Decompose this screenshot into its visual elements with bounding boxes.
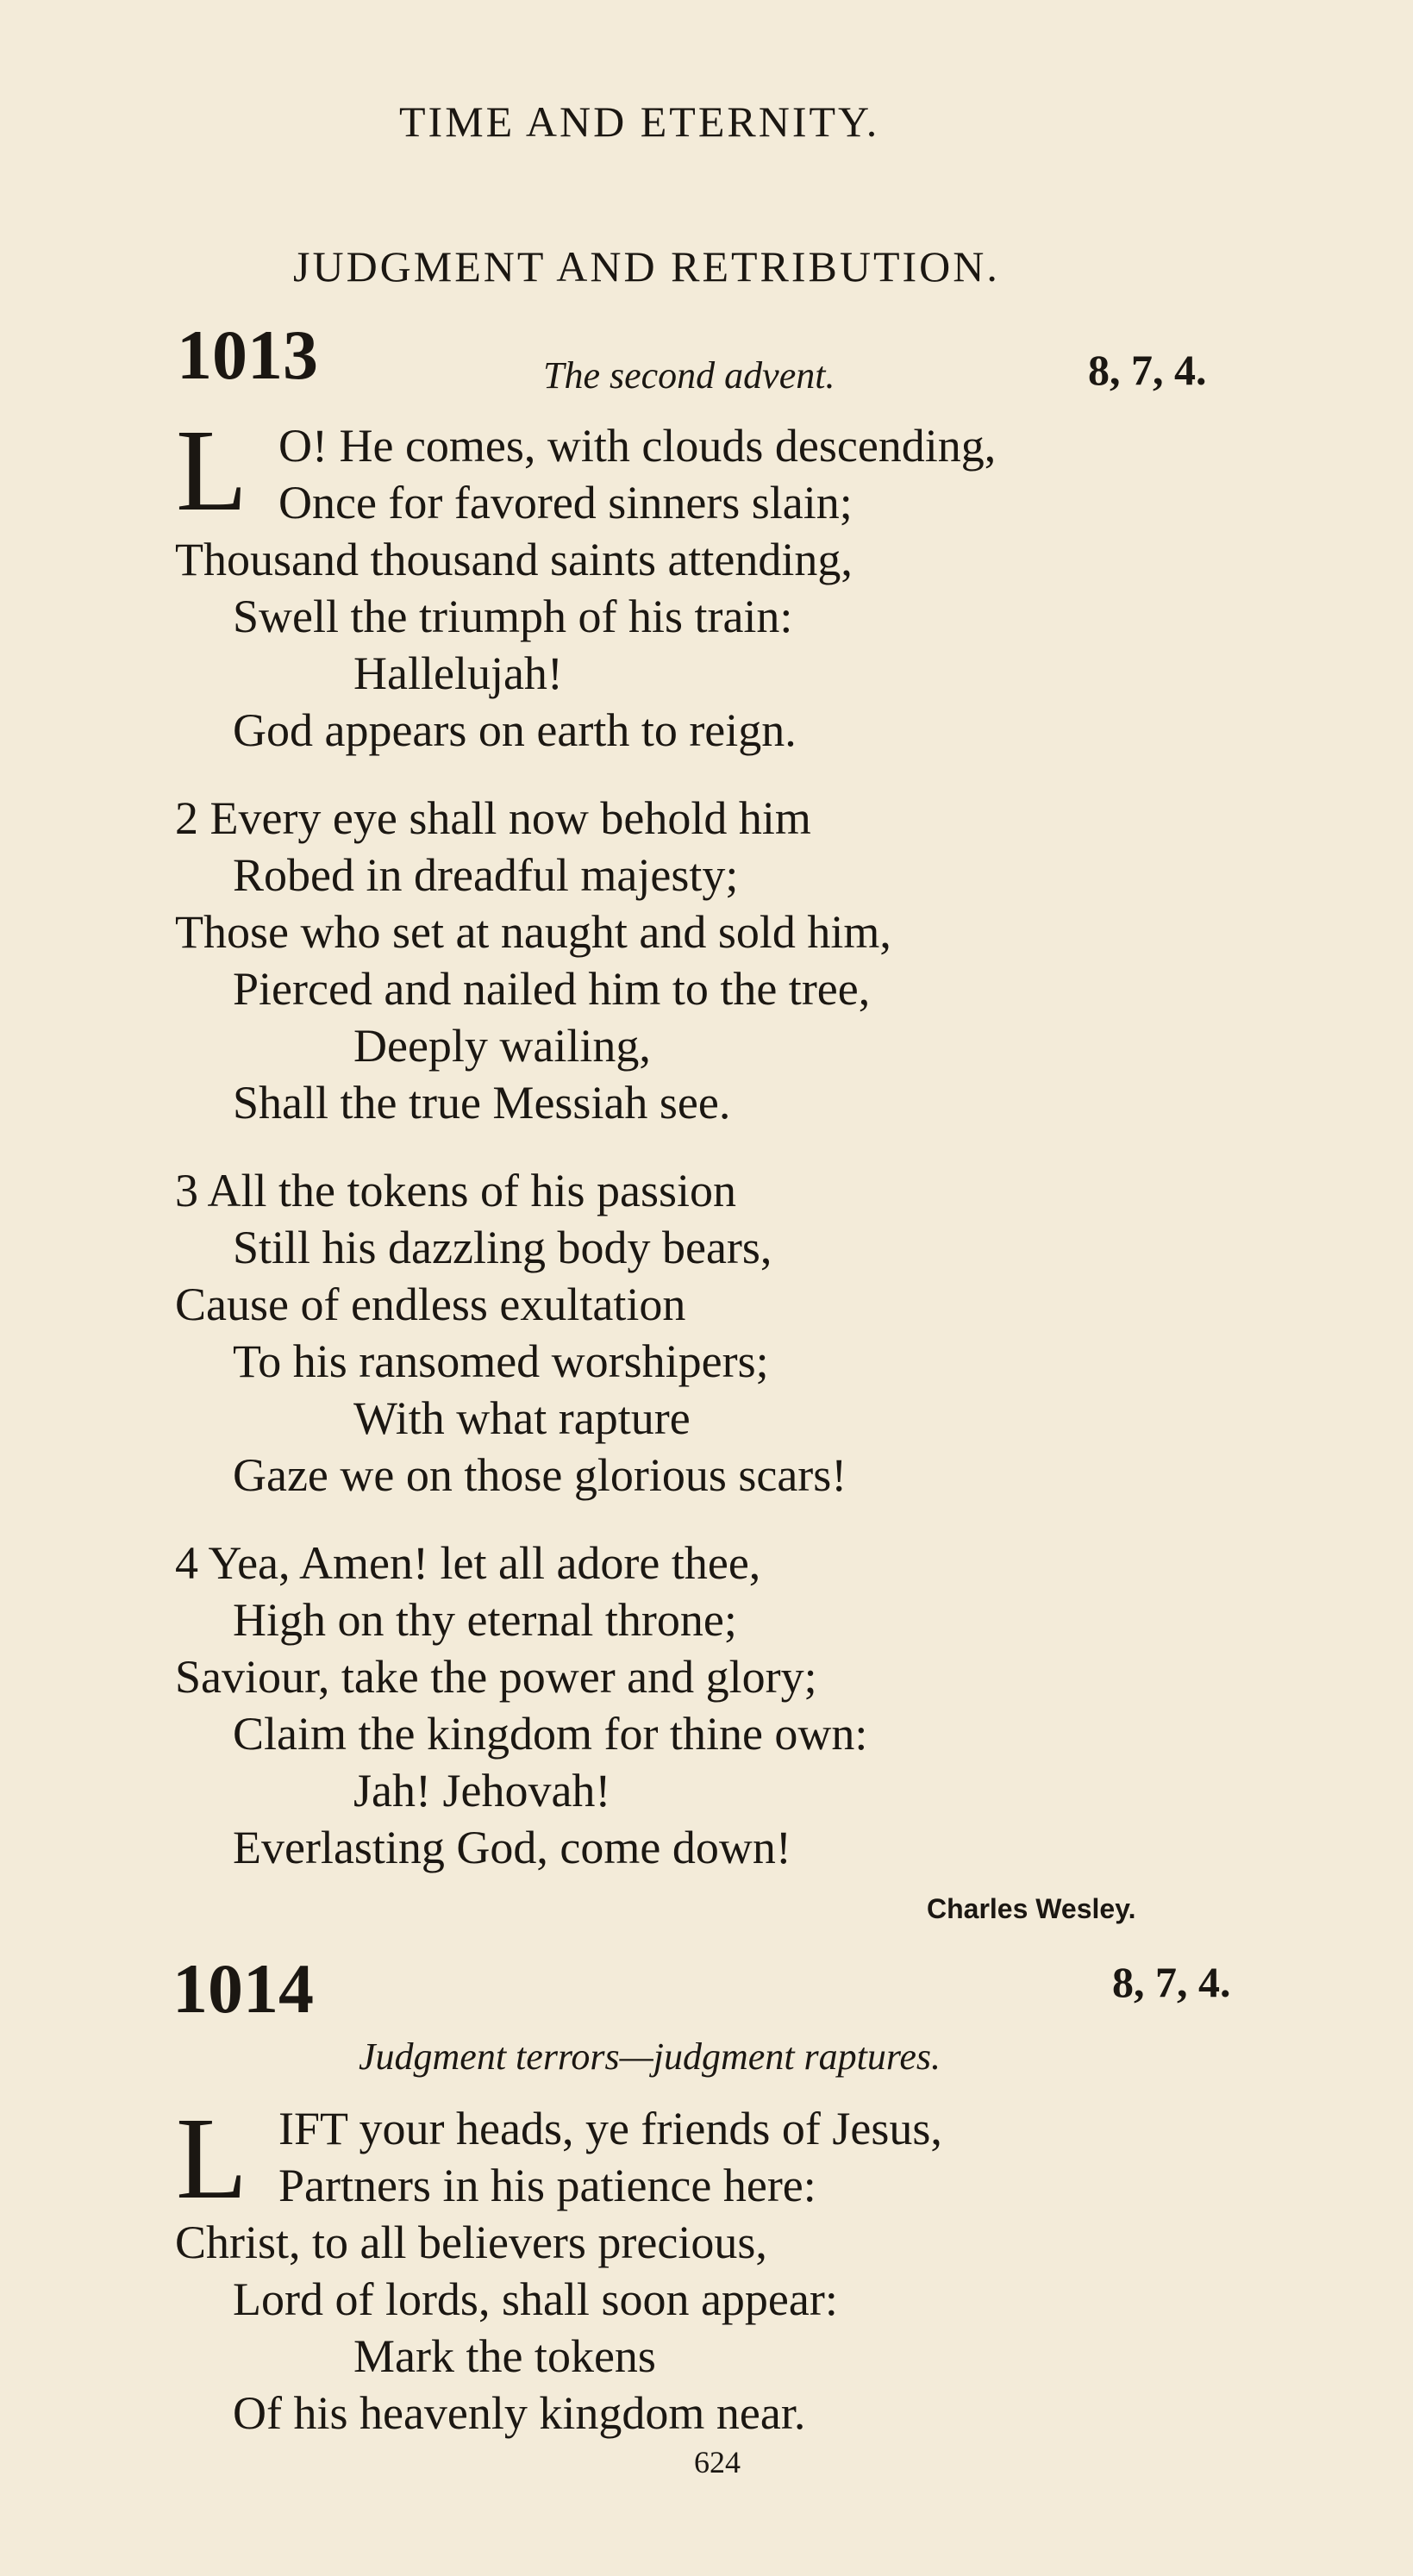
verse-line: Once for favored sinners slain;	[278, 477, 853, 528]
verse-line: With what rapture	[353, 1392, 691, 1444]
verse-line: Lord of lords, shall soon appear:	[233, 2273, 838, 2325]
drop-cap: L	[176, 406, 248, 535]
verse-line: Shall the true Messiah see.	[233, 1077, 731, 1129]
verse-line: Hallelujah!	[353, 647, 563, 699]
running-head: TIME AND ETERNITY.	[399, 97, 880, 146]
verse-line: Of his heavenly kingdom near.	[233, 2387, 806, 2439]
verse-line: Swell the triumph of his train:	[233, 591, 793, 642]
hymn-meter: 8, 7, 4.	[1088, 346, 1207, 394]
verse-line: Deeply wailing,	[353, 1020, 651, 1072]
verse-line: O! He comes, with clouds descending,	[278, 420, 997, 472]
verse-line: Cause of endless exultation	[175, 1279, 686, 1330]
verse-line: Still his dazzling body bears,	[233, 1222, 772, 1273]
verse-line: Everlasting God, come down!	[233, 1822, 791, 1873]
verse-line: Mark the tokens	[353, 2330, 656, 2382]
verse-line: Those who set at naught and sold him,	[175, 906, 891, 958]
hymn-number: 1014	[172, 1949, 314, 2028]
verse-line: 2 Every eye shall now behold him	[175, 792, 811, 844]
verse-line: Christ, to all believers precious,	[175, 2216, 767, 2268]
verse-line: High on thy eternal throne;	[233, 1594, 737, 1646]
hymn-meter: 8, 7, 4.	[1112, 1958, 1231, 2006]
section-title: JUDGMENT AND RETRIBUTION.	[293, 242, 1000, 291]
verse-line: Robed in dreadful majesty;	[233, 849, 739, 901]
verse-line: God appears on earth to reign.	[233, 704, 797, 756]
verse-line: To his ransomed worshipers;	[233, 1335, 769, 1387]
verse-line: IFT your heads, ye friends of Jesus,	[278, 2103, 942, 2154]
verse-line: Partners in his patience here:	[278, 2160, 816, 2211]
hymn-author: Charles Wesley.	[927, 1893, 1136, 1924]
verse-line: Thousand thousand saints attending,	[175, 534, 853, 585]
drop-cap: L	[176, 2094, 248, 2223]
verse-line: 4 Yea, Amen! let all adore thee,	[175, 1537, 761, 1589]
verse-line: Gaze we on those glorious scars!	[233, 1449, 847, 1501]
hymn-subtitle: Judgment terrors—judgment raptures.	[359, 2035, 941, 2078]
hymn-subtitle: The second advent.	[543, 354, 835, 397]
hymn-number: 1013	[177, 316, 318, 394]
verse-line: Saviour, take the power and glory;	[175, 1651, 817, 1703]
verse-line: Claim the kingdom for thine own:	[233, 1708, 868, 1760]
verse-line: Pierced and nailed him to the tree,	[233, 963, 871, 1015]
page-number: 624	[694, 2445, 741, 2479]
verse-line: Jah! Jehovah!	[353, 1765, 611, 1816]
verse-line: 3 All the tokens of his passion	[175, 1165, 736, 1216]
